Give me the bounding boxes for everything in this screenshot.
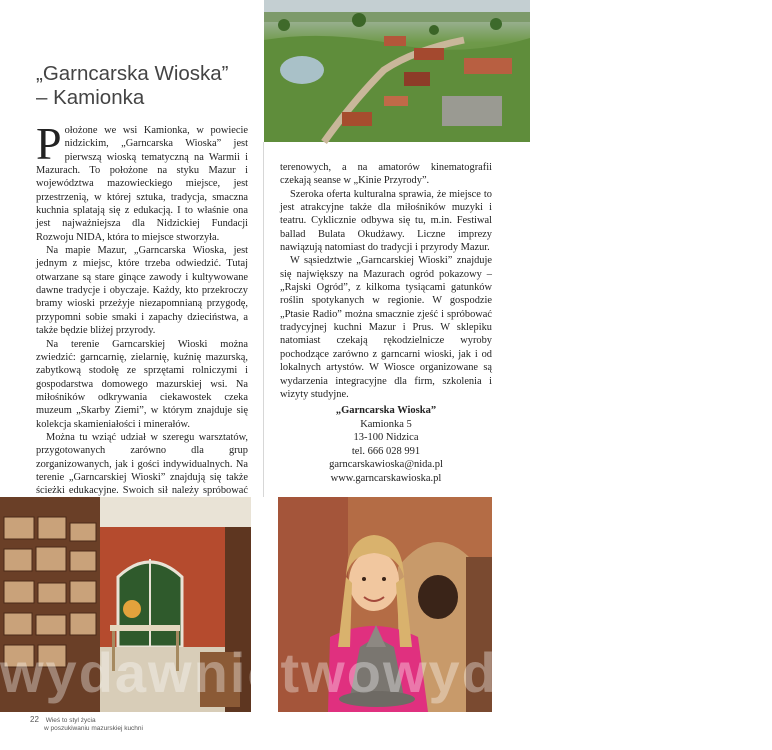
- paragraph: Można tu wziąć udział w szeregu warsztatów, przygotowanych zarówno dla grup zorganizowanych, jak i gości indywidualnych. Na terenie „Garncarskiej Wioski” znajdują się także ścieżki edukacyjne. Swoich sił należy spróbować: [36, 431, 248, 497]
- contact-address-1: Kamionka 5: [360, 418, 412, 430]
- article-left-column: [36, 118, 248, 511]
- article-title: [36, 62, 256, 110]
- paragraph: Na mapie Mazur, „Garncarska Wioska, jest jednym z miejsc, które trzeba odwiedzić. Tutaj otwarzane są stare ginące zawody i kultywowane dawne tradycje i obyczaje. Każdy, kto przekroczy bramy wioski przeżyje niezapomnianą przygodę, przypomni sobie smaki i zapachy dzieciństwa, a także będzie bliżej przyrody.: [36, 245, 248, 337]
- footer-line-2: w poszukiwaniu mazurskiej kuchni: [44, 725, 143, 732]
- contact-email[interactable]: garncarskawioska@nida.pl: [329, 459, 443, 471]
- page-number: 22: [30, 715, 39, 724]
- contact-block: [280, 404, 492, 486]
- contact-phone: tel. 666 028 991: [351, 445, 421, 457]
- paragraph: Położone we wsi Kamionka, w powiecie nidzickim, „Garncarska Wioska” jest pierwszą wioską tematyczną na Warmii i Mazurach. To położone na styku Mazur i województwa mazowieckiego miejsce, jest przestrzenią, w której sztuka, tradycja, smaczna kuchnia splatają się z edukacją. I to właśnie ona jest najważniejsza dla Nidzickiej Fundacji Rozwoju NIDA, która to miejsce stworzyła.: [36, 118, 248, 243]
- title-line-2: – Kamionka: [36, 86, 145, 109]
- aerial-photo: [264, 0, 530, 142]
- paragraph: terenowych, a na amatorów kinematografii czekają seanse w „Kinie Przyrody”.: [280, 162, 492, 187]
- column-divider: [263, 142, 264, 497]
- paragraph: Szeroka oferta kulturalna sprawia, że miejsce to jest atrakcyjne także dla miłośników muzyki i teatru. Cyklicznie odbywa się tu, m.in. Festiwal ballad Bulata Okudżawy. Liczne imprezy nawiązują natomiast do tradycji i przyrody Mazur.: [280, 188, 492, 254]
- contact-address-2: 13-100 Nidzica: [353, 432, 419, 444]
- contact-website[interactable]: www.garncarskawioska.pl: [330, 472, 442, 484]
- article-right-column: [280, 161, 492, 401]
- paragraph: W sąsiedztwie „Garncarskiej Wioski” znajduje się największy na Mazurach ogród pokazowy – „Rajski Ogród”, z kilkoma tysiącami gatunków roślin spotykanych w regionie. W gospodzie „Ptasie Radio” można smacznie zjeść i spróbować tradycyjnej kuchni Mazur i Prus. W sklepiku natomiast czekają rękodzielnicze wyroby pochodzące zarówno z garncarni wioski, jak i od lokalnych artystów. W Wiosce organizowane są wydarzenia integracyjne dla firm, szkolenia i wizyty studyjne.: [280, 255, 492, 400]
- page-footer: [30, 716, 250, 733]
- footer-line-1: Wieś to styl życia: [45, 717, 96, 724]
- watermark: wydawnictwowydomowe.pl: [0, 641, 772, 704]
- aerial-photo-illustration: [264, 0, 530, 142]
- contact-name: „Garncarska Wioska”: [335, 405, 437, 416]
- paragraph: Na terenie Garncarskiej Wioski można zwiedzić: garncarnię, zielarnię, kuźnię mazurską, zabytkową stodołę ze sprzętami rolniczymi i gospodarstwa domowego mazurskiej wsi. Na miłośników odkrywania ciekawostek czeka muzeum „Skarby Ziemi”, w którym znajduje się kolekcja skamieniałości i minerałów.: [36, 338, 248, 430]
- drop-cap: P: [36, 118, 62, 169]
- title-line-1: „Garncarska Wioska”: [36, 62, 229, 85]
